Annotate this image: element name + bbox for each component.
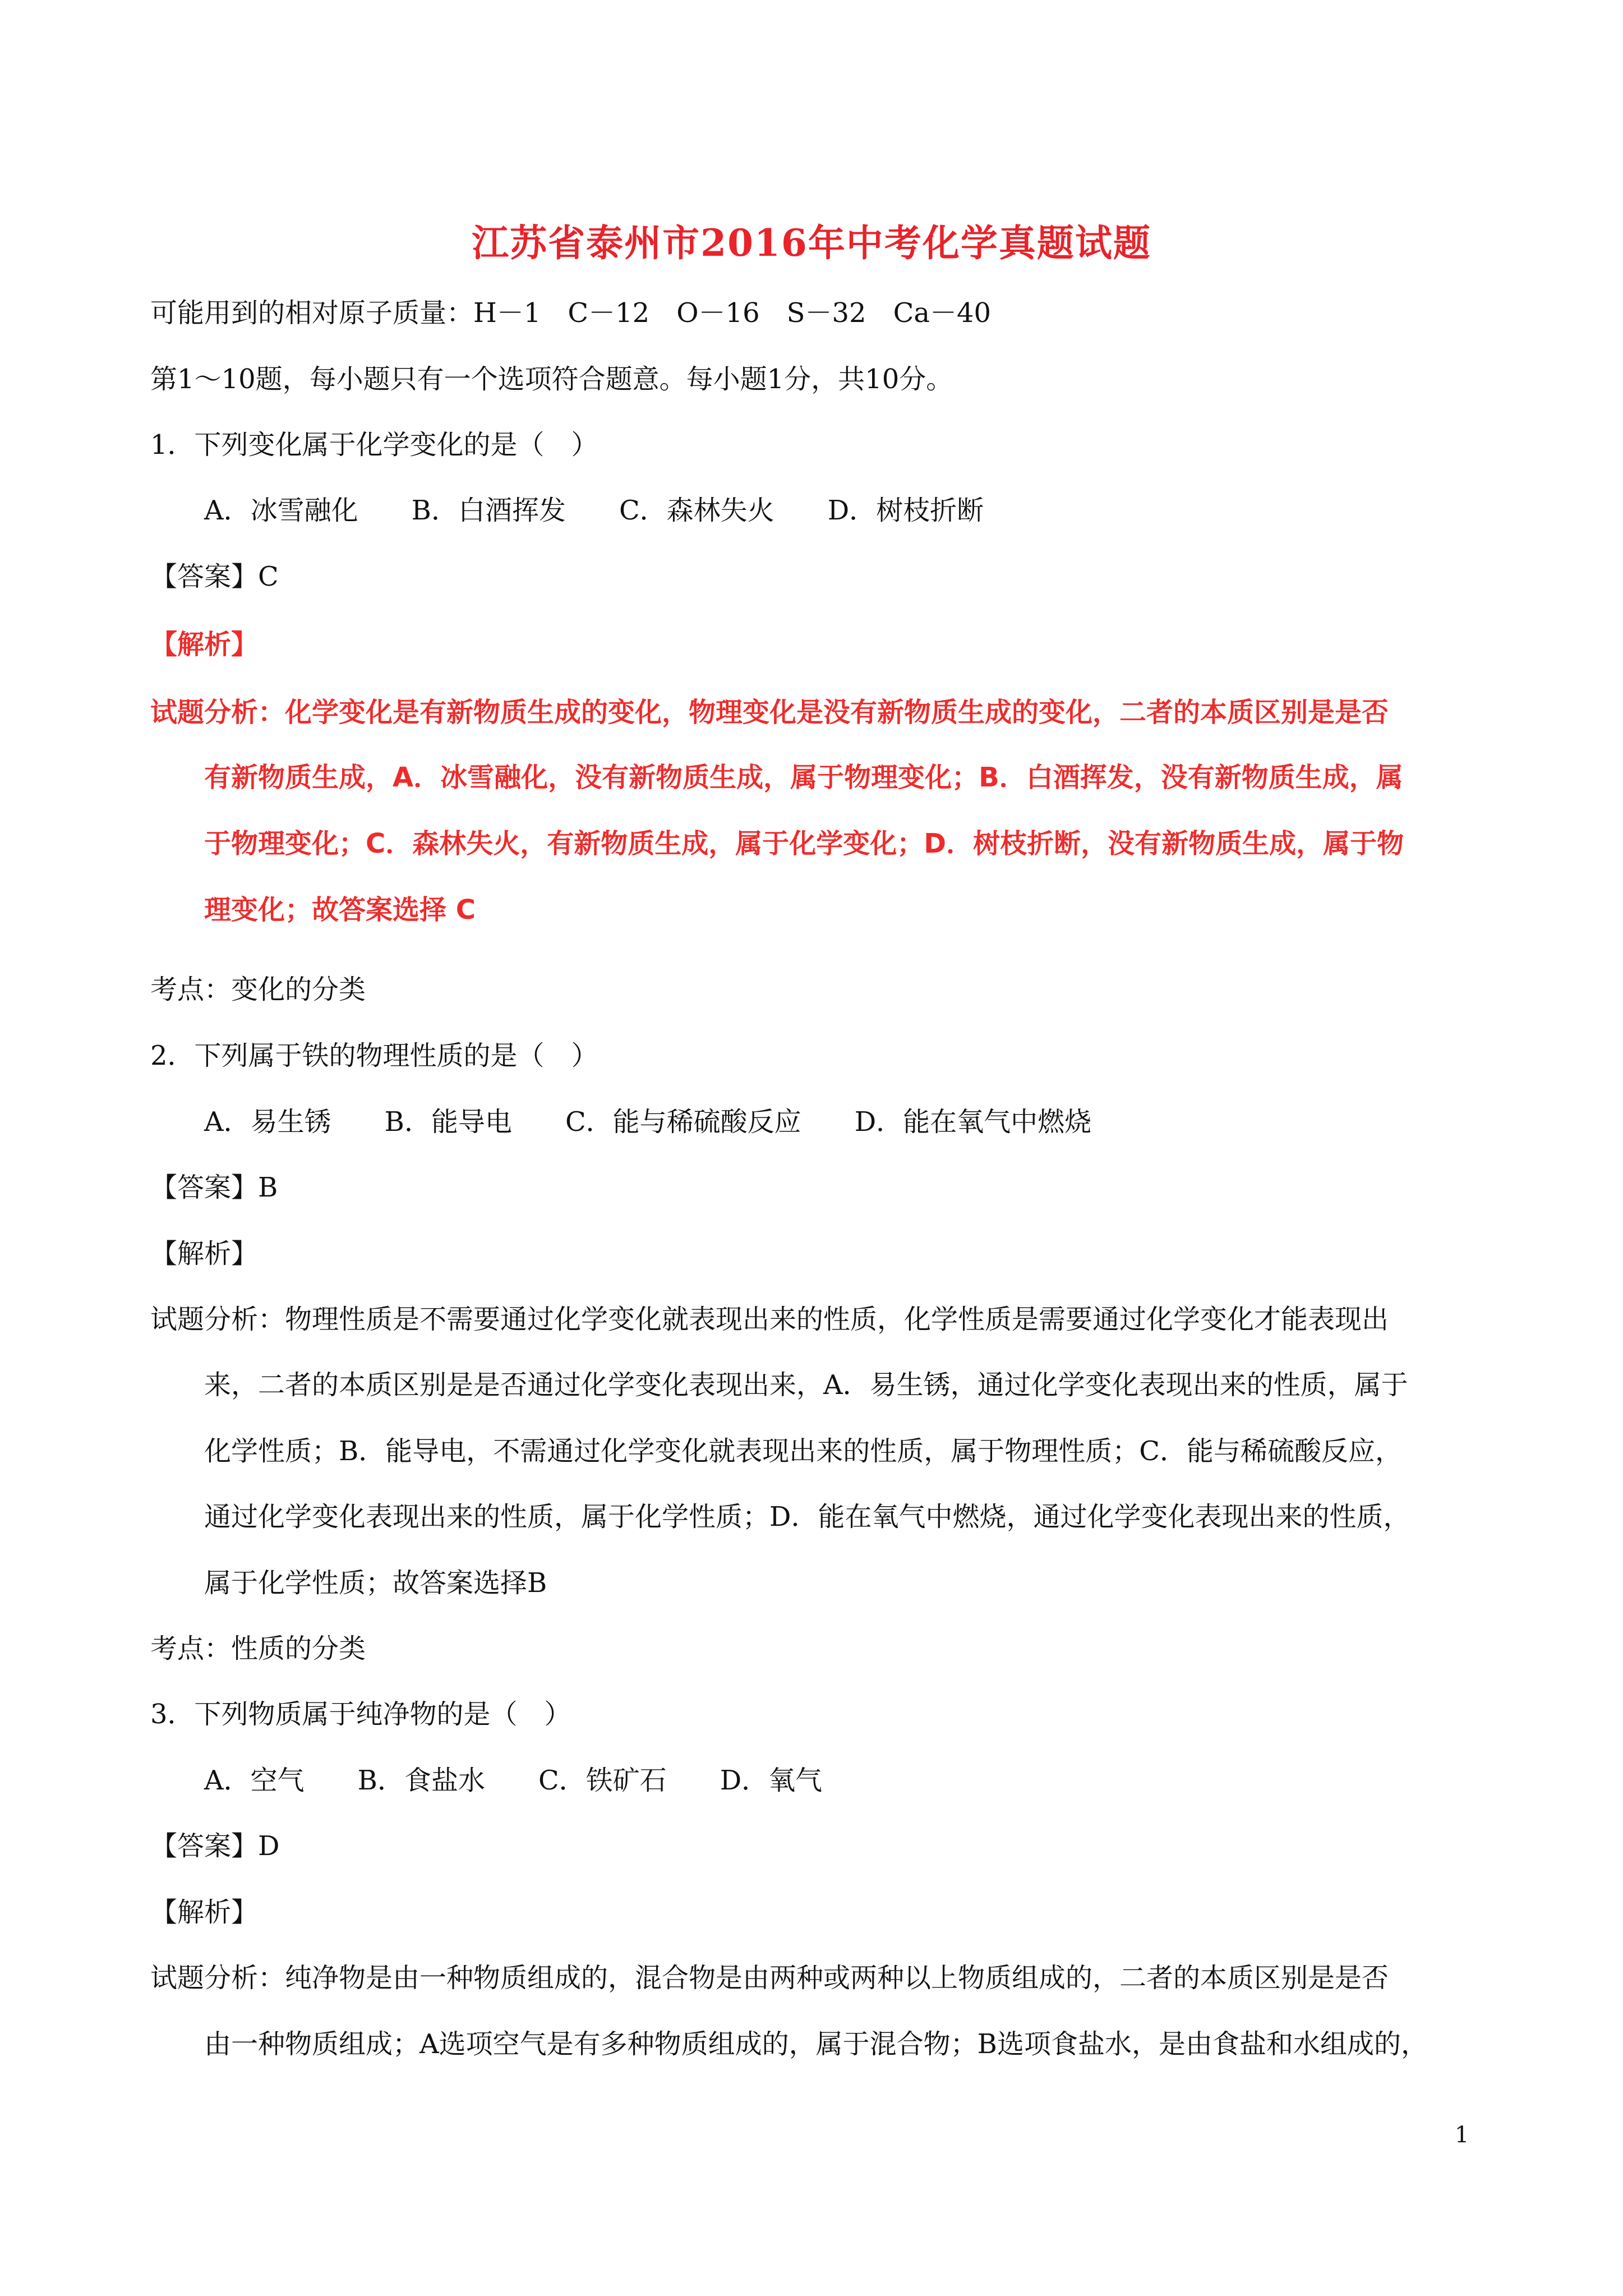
question-3-stem: 3．下列物质属于纯净物的是（ ） [150,1699,571,1730]
option-b: B．能导电 [384,1106,512,1138]
question-2-analysis-line: 通过化学变化表现出来的性质，属于化学性质；D．能在氧气中燃烧，通过化学变化表现出来的性质， [204,1501,1410,1533]
question-1-analysis-heading: 【解析】 [150,629,259,660]
question-1-kaodian: 考点：变化的分类 [150,974,366,1005]
option-d: D．能在氧气中燃烧 [854,1106,1092,1138]
question-1-answer: 【答案】C [150,561,279,592]
question-1-options [204,494,1037,527]
question-2-answer: 【答案】B [150,1172,278,1203]
page-number: 1 [1455,2122,1469,2148]
question-2-analysis-line: 属于化学性质；故答案选择B [204,1567,547,1599]
option-a: A．冰雪融化 [204,495,358,526]
option-c: C．森林失火 [619,495,774,526]
option-b: B．白酒挥发 [411,495,566,526]
question-2-stem: 2．下列属于铁的物理性质的是（ ） [150,1040,598,1071]
option-a: A．空气 [204,1765,305,1796]
option-c: C．能与稀硫酸反应 [565,1106,801,1138]
atomic-masses: 可能用到的相对原子质量：H－1 C－12 O－16 S－32 Ca－40 [150,297,992,329]
question-1-analysis-line: 有新物质生成，A．冰雪融化，没有新物质生成，属于物理变化；B．白酒挥发，没有新物质生成，属 [204,762,1403,793]
question-1-analysis-line: 试题分析：化学变化是有新物质生成的变化，物理变化是没有新物质生成的变化，二者的本质区别是是否 [150,697,1389,728]
section-intro: 第1～10题，每小题只有一个选项符合题意。每小题1分，共10分。 [150,364,953,395]
option-d: D．氧气 [720,1765,823,1796]
question-2-analysis-line: 来，二者的本质区别是是否通过化学变化表现出来，A．易生锈，通过化学变化表现出来的性质，属于 [204,1369,1408,1401]
question-3-options [204,1764,875,1797]
question-1-analysis-line: 理变化；故答案选择 C [204,894,476,926]
question-2-analysis-heading: 【解析】 [150,1238,259,1269]
page-title: 江苏省泰州市2016年中考化学真题试题 [472,221,1151,265]
question-3-analysis-line: 试题分析：纯净物是由一种物质组成的，混合物是由两种或两种以上物质组成的，二者的本质区别是是否 [150,1962,1389,1994]
option-b: B．食盐水 [357,1765,485,1796]
question-1-stem: 1．下列变化属于化学变化的是（ ） [150,429,598,461]
question-1-analysis-line: 于物理变化；C．森林失火，有新物质生成，属于化学变化；D．树枝折断，没有新物质生成，属于物 [204,828,1404,859]
question-2-analysis-line: 化学性质；B．能导电，不需通过化学变化就表现出来的性质，属于物理性质；C．能与稀硫酸反应， [204,1435,1403,1467]
option-c: C．铁矿石 [538,1765,667,1796]
option-a: A．易生锈 [204,1106,331,1138]
question-2-analysis-line: 试题分析：物理性质是不需要通过化学变化就表现出来的性质，化学性质是需要通过化学变化才能表现出 [150,1304,1389,1335]
question-2-kaodian: 考点：性质的分类 [150,1633,366,1664]
question-3-answer: 【答案】D [150,1830,280,1862]
question-2-options [204,1105,1145,1139]
question-3-analysis-line: 由一种物质组成；A选项空气是有多种物质组成的，属于混合物；B选项食盐水，是由食盐和水组成的， [204,2028,1428,2060]
question-3-analysis-heading: 【解析】 [150,1897,259,1928]
option-d: D．树枝折断 [827,495,984,526]
